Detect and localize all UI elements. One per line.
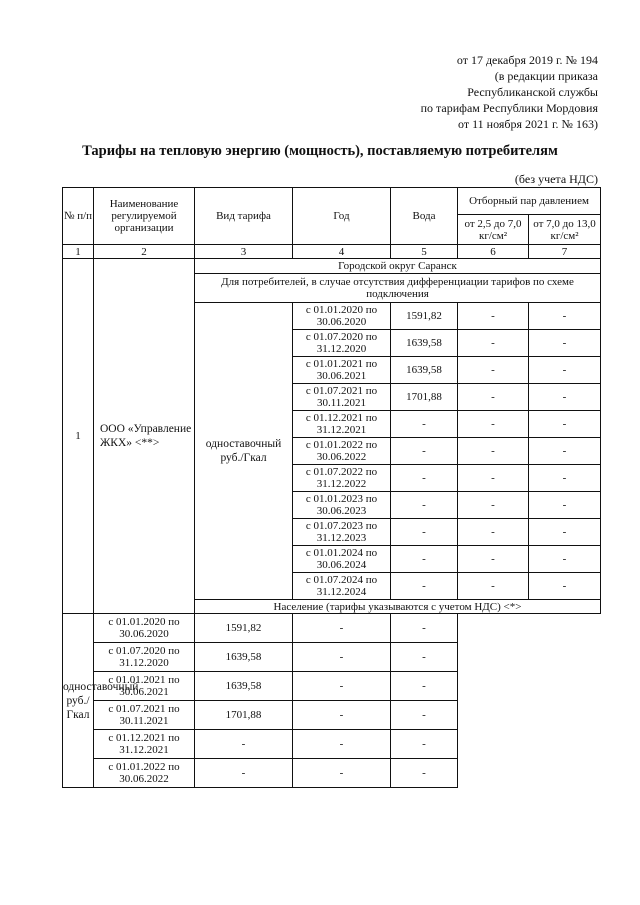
water-value: -: [391, 411, 458, 438]
steam-low-value: -: [458, 303, 529, 330]
period-cell: с 01.12.2021 по 31.12.2021: [293, 411, 391, 438]
steam-low-value: -: [458, 330, 529, 357]
table-row: [63, 701, 601, 730]
header-year: Год: [293, 188, 391, 245]
document-header: [421, 52, 598, 132]
tariff-table: [62, 187, 601, 788]
header-line: (в редакции приказа: [494, 69, 598, 83]
steam-high-value: -: [529, 519, 601, 546]
steam-low-value: -: [458, 492, 529, 519]
period-cell: с 01.01.2020 по 30.06.2020: [293, 303, 391, 330]
steam-high-value: -: [529, 357, 601, 384]
water-value: 1639,58: [195, 672, 293, 701]
steam-high-value: -: [391, 672, 458, 701]
table-row: [63, 614, 601, 643]
period-cell: с 01.07.2020 по 31.12.2020: [293, 330, 391, 357]
period-cell: с 01.01.2024 по 30.06.2024: [293, 546, 391, 573]
header-steam: Отборный пар давлением: [458, 188, 601, 215]
column-number: 1: [63, 245, 94, 259]
steam-low-value: -: [293, 701, 391, 730]
steam-low-value: -: [293, 730, 391, 759]
water-value: 1639,58: [195, 643, 293, 672]
tariff-type: одноставочный руб./Гкал: [195, 303, 293, 600]
table-row: [63, 759, 601, 788]
district-name: Городской округ Саранск: [195, 259, 601, 274]
steam-low-value: -: [458, 384, 529, 411]
table-row: [63, 672, 601, 701]
header-line: по тарифам Республики Мордовия: [420, 101, 598, 115]
column-number: 4: [293, 245, 391, 259]
steam-high-value: -: [391, 701, 458, 730]
document-title: Тарифы на тепловую энергию (мощность), поставляемую потребителям: [82, 143, 558, 159]
water-value: -: [391, 573, 458, 600]
column-number: 6: [458, 245, 529, 259]
vat-note: (без учета НДС): [514, 172, 598, 186]
water-value: -: [195, 730, 293, 759]
header-org: Наименование регулируемой организации: [94, 188, 195, 245]
section-title: Для потребителей, в случае отсутствия дифференциации тарифов по схеме подключения: [195, 274, 601, 303]
section-title: Население (тарифы указываются с учетом НДС) <*>: [195, 600, 601, 614]
period-cell: с 01.07.2021 по 30.11.2021: [293, 384, 391, 411]
water-value: -: [391, 546, 458, 573]
steam-high-value: -: [391, 643, 458, 672]
period-cell: с 01.07.2021 по 30.11.2021: [94, 701, 195, 730]
period-cell: с 01.01.2021 по 30.06.2021: [94, 672, 195, 701]
steam-low-value: -: [293, 672, 391, 701]
steam-high-value: -: [529, 330, 601, 357]
period-cell: с 01.07.2024 по 31.12.2024: [293, 573, 391, 600]
water-value: -: [391, 492, 458, 519]
steam-high-value: -: [391, 614, 458, 643]
steam-low-value: -: [458, 573, 529, 600]
column-number: 3: [195, 245, 293, 259]
steam-low-value: -: [458, 465, 529, 492]
steam-high-value: -: [391, 759, 458, 788]
period-cell: с 01.01.2021 по 30.06.2021: [293, 357, 391, 384]
row-number: 1: [63, 259, 94, 614]
steam-high-value: -: [529, 384, 601, 411]
steam-high-value: -: [529, 303, 601, 330]
header-steam-low: от 2,5 до 7,0 кг/см²: [458, 215, 529, 245]
water-value: -: [391, 519, 458, 546]
water-value: 1639,58: [391, 357, 458, 384]
organization-name: ООО «Управление ЖКХ» <**>: [94, 259, 195, 614]
steam-high-value: -: [529, 546, 601, 573]
steam-high-value: -: [391, 730, 458, 759]
column-number: 7: [529, 245, 601, 259]
steam-low-value: -: [458, 546, 529, 573]
header-line: Республиканской службы: [467, 85, 598, 99]
column-number: 2: [94, 245, 195, 259]
period-cell: с 01.01.2020 по 30.06.2020: [94, 614, 195, 643]
steam-high-value: -: [529, 573, 601, 600]
table-row: [63, 730, 601, 759]
steam-high-value: -: [529, 411, 601, 438]
table-row: [63, 643, 601, 672]
column-number: 5: [391, 245, 458, 259]
steam-low-value: -: [458, 411, 529, 438]
water-value: 1701,88: [195, 701, 293, 730]
steam-low-value: -: [293, 614, 391, 643]
steam-low-value: -: [458, 438, 529, 465]
water-value: 1701,88: [391, 384, 458, 411]
water-value: 1591,82: [391, 303, 458, 330]
steam-high-value: -: [529, 465, 601, 492]
period-cell: с 01.07.2023 по 31.12.2023: [293, 519, 391, 546]
period-cell: с 01.01.2022 по 30.06.2022: [293, 438, 391, 465]
steam-low-value: -: [458, 357, 529, 384]
header-water: Вода: [391, 188, 458, 245]
header-line: от 11 ноября 2021 г. № 163): [458, 117, 598, 131]
steam-high-value: -: [529, 438, 601, 465]
steam-high-value: -: [529, 492, 601, 519]
header-num: № п/п: [63, 188, 94, 245]
period-cell: с 01.12.2021 по 31.12.2021: [94, 730, 195, 759]
period-cell: с 01.01.2023 по 30.06.2023: [293, 492, 391, 519]
water-value: -: [391, 438, 458, 465]
period-cell: с 01.01.2022 по 30.06.2022: [94, 759, 195, 788]
period-cell: с 01.07.2020 по 31.12.2020: [94, 643, 195, 672]
column-number-row: [63, 245, 601, 259]
header-line: от 17 декабря 2019 г. № 194: [456, 53, 598, 67]
water-value: 1591,82: [195, 614, 293, 643]
period-cell: с 01.07.2022 по 31.12.2022: [293, 465, 391, 492]
header-steam-high: от 7,0 до 13,0 кг/см²: [529, 215, 601, 245]
steam-low-value: -: [293, 759, 391, 788]
water-value: -: [391, 465, 458, 492]
water-value: 1639,58: [391, 330, 458, 357]
water-value: -: [195, 759, 293, 788]
steam-low-value: -: [293, 643, 391, 672]
header-tariff: Вид тарифа: [195, 188, 293, 245]
tariff-type: одноставочный руб./Гкал: [63, 614, 94, 788]
steam-low-value: -: [458, 519, 529, 546]
